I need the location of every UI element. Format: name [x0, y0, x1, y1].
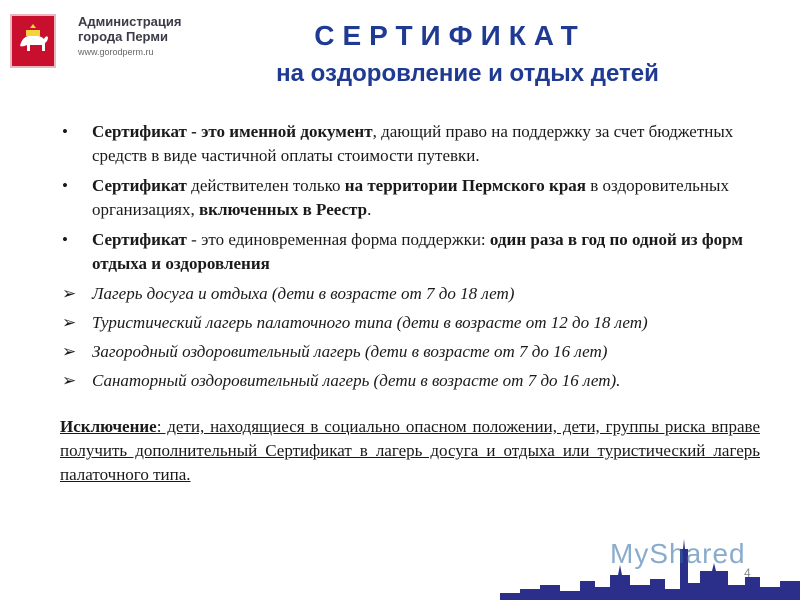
- arrow-bullet-icon: ➢: [62, 284, 77, 303]
- exception-paragraph: [60, 415, 760, 487]
- org-header: [78, 14, 181, 57]
- bullet-text: - это единовременная форма поддержки:: [186, 230, 490, 249]
- camp-list-item: [60, 282, 760, 306]
- bullet-text: , дающий право на поддержку за счет бюджетных средств в виде частичной оплаты стоимости путевки.: [92, 122, 734, 165]
- bullet-bold-text: Сертификат: [92, 230, 187, 249]
- org-name-line1: Администрация: [78, 14, 182, 29]
- bullet-bold-text: на территории Пермского края: [344, 176, 587, 195]
- arrow-bullet-icon: ➢: [62, 371, 77, 390]
- bullet-bold-text: включенных в Реестр: [199, 200, 368, 219]
- arrow-bullet-icon: ➢: [62, 342, 77, 361]
- camp-list-item: [60, 369, 760, 393]
- bullet-icon: •: [62, 176, 68, 195]
- camp-text: Лагерь досуга и отдыха (дети в возрасте от 7 до 18 лет): [92, 284, 515, 303]
- page-subtitle: на оздоровление и отдых детей: [276, 60, 659, 87]
- camp-list-item: [60, 311, 760, 335]
- bullet-text: .: [367, 200, 372, 219]
- camp-text: Загородный оздоровительный лагерь (дети в возрасте от 7 до 16 лет): [92, 342, 608, 361]
- bullet-text: в оздоровительных организациях,: [92, 176, 729, 219]
- camp-list-item: [60, 340, 760, 364]
- bullet-bold-text: один раза в год по одной из форм отдыха и оздоровления: [92, 230, 743, 273]
- bullet-item: [60, 228, 760, 276]
- page-number: 4: [744, 566, 751, 580]
- arrow-bullet-icon: ➢: [62, 313, 77, 332]
- bullet-item: [60, 174, 760, 222]
- exception-text: : дети, находящиеся в социально опасном положении, дети, группы риска вправе получить дополнительный Сертификат в лагерь досуга и отдыха или туристический лагерь палаточного типа.: [60, 417, 760, 484]
- org-name-line2: города Перми: [78, 29, 168, 44]
- watermark-text: MyShared: [610, 538, 746, 569]
- exception-label: Исключение: [60, 417, 157, 436]
- bullet-icon: •: [62, 230, 68, 249]
- bullet-text: действителен только: [186, 176, 345, 195]
- bullet-bold-text: Сертификат - это именной документ: [92, 122, 373, 141]
- bullet-icon: •: [62, 122, 68, 141]
- camp-text: Санаторный оздоровительный лагерь (дети в возрасте от 7 до 16 лет).: [92, 371, 621, 390]
- bullet-bold-text: Сертификат: [92, 176, 187, 195]
- main-content: [60, 120, 760, 487]
- org-website: www.gorodperm.ru: [78, 47, 154, 57]
- page-title: СЕРТИФИКАТ: [314, 20, 586, 51]
- camp-text: Туристический лагерь палаточного типа (дети в возрасте от 12 до 18 лет): [92, 313, 648, 332]
- perm-coat-of-arms-icon: [10, 14, 56, 68]
- bullet-item: [60, 120, 760, 168]
